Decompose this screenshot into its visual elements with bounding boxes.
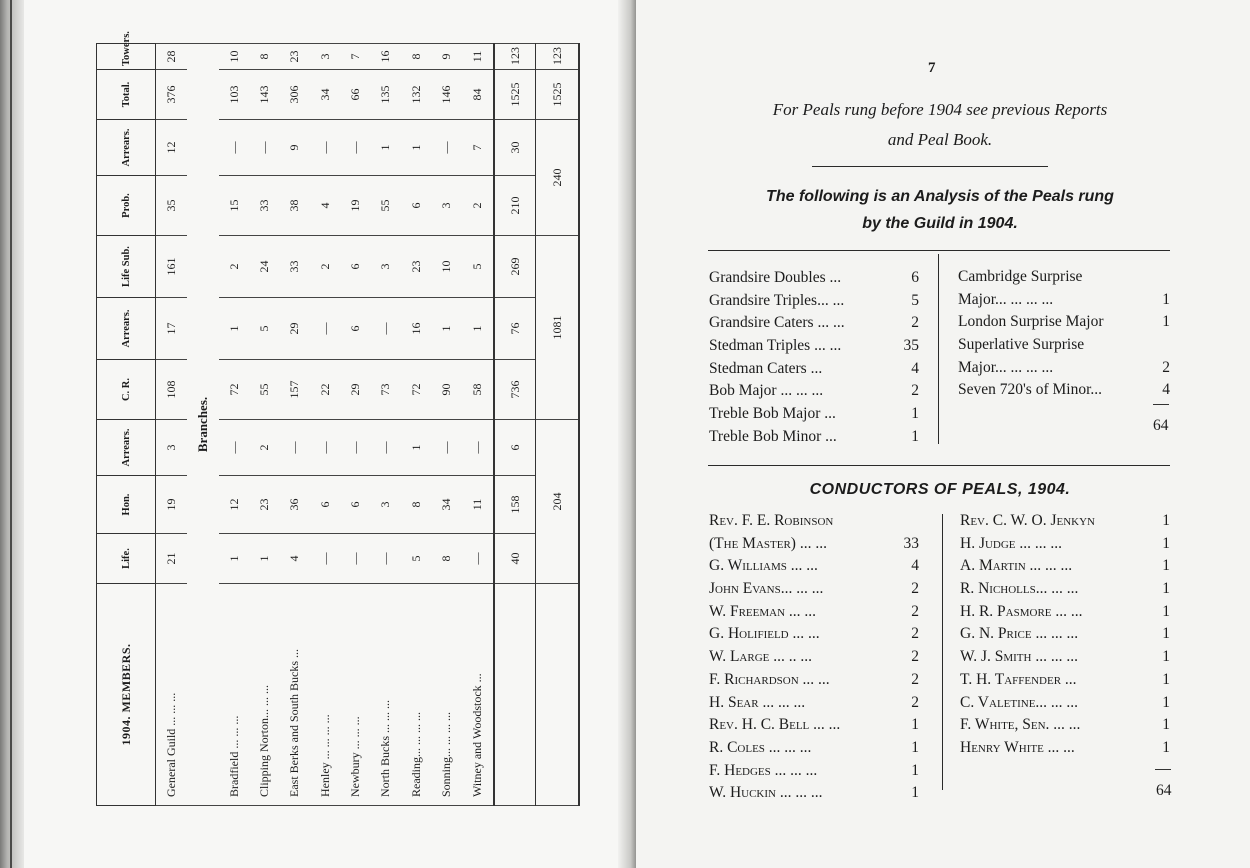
item-label: G. Williams ... ...: [709, 557, 818, 575]
member-name: Clipping Norton... ... ...: [249, 584, 279, 806]
page-edge: [0, 0, 24, 868]
total-cell: 30: [494, 120, 536, 176]
item-count: 1: [1162, 290, 1170, 308]
list-item: [960, 714, 1170, 737]
column-header: Arrears.: [97, 120, 156, 176]
table-cell: 16: [371, 44, 401, 70]
item-label: H. Judge ... ... ...: [960, 534, 1063, 552]
table-cell: 3: [431, 176, 461, 236]
table-cell: 34: [431, 476, 461, 534]
grand-life-hon: 204: [536, 420, 580, 584]
item-count: 1: [911, 405, 919, 423]
list-item: [960, 578, 1170, 601]
table-cell: 29: [280, 298, 310, 360]
item-count: 2: [911, 602, 919, 620]
list-item: [709, 555, 919, 578]
table-cell: 19: [340, 176, 370, 236]
table-cell: 35: [156, 176, 187, 236]
grand-label: [536, 584, 580, 806]
member-name: Witney and Woodstock ...: [462, 584, 494, 806]
table-cell: 15: [219, 176, 249, 236]
table-cell: 1: [401, 120, 431, 176]
list-item: [709, 426, 919, 449]
table-cell: —: [219, 120, 249, 176]
table-cell: 1: [249, 534, 279, 584]
column-header: Life Sub.: [97, 236, 156, 298]
table-cell: 7: [340, 44, 370, 70]
column-header: Life.: [97, 534, 156, 584]
table-cell: 146: [431, 70, 461, 120]
item-count: 5: [911, 291, 919, 309]
list-item: [958, 311, 1170, 334]
item-label: Stedman Caters ...: [709, 359, 823, 377]
table-cell: 2: [462, 176, 494, 236]
table-cell: 2: [310, 236, 340, 298]
conductors-total: 64: [1156, 782, 1172, 799]
item-label: W. J. Smith ... ... ...: [960, 648, 1078, 666]
member-name: North Bucks ... ... ...: [371, 584, 401, 806]
item-count: 6: [911, 269, 919, 286]
divider: [708, 250, 1170, 251]
column-header: Arrears.: [97, 298, 156, 360]
analysis-total: 64: [1153, 417, 1169, 434]
table-cell: 132: [401, 70, 431, 120]
table-cell: 16: [401, 298, 431, 360]
item-label: W. Large ... .. ...: [709, 648, 812, 666]
list-item: [960, 669, 1170, 692]
item-count: 1: [1162, 738, 1170, 756]
conductors-right-list: [960, 510, 1170, 760]
list-item: [709, 358, 919, 381]
member-name: Bradfield ... ... ...: [219, 584, 249, 806]
item-label: A. Martin ... ... ...: [960, 557, 1073, 575]
item-count: 2: [911, 580, 919, 598]
table-cell: 6: [340, 476, 370, 534]
item-label: Bob Major ... ... ...: [709, 382, 824, 400]
item-count: 1: [1162, 693, 1170, 711]
analysis-right-list: [958, 266, 1170, 402]
member-name: Newbury ... ... ...: [340, 584, 370, 806]
table-cell: 1: [401, 420, 431, 476]
item-count: 4: [1162, 381, 1170, 399]
item-count: 1: [1162, 557, 1170, 575]
table-cell: 73: [371, 360, 401, 420]
table-cell: 90: [431, 360, 461, 420]
item-count: 2: [911, 648, 919, 666]
table-cell: —: [371, 298, 401, 360]
table-cell: 58: [462, 360, 494, 420]
column-header: Towers.: [97, 44, 156, 70]
table-cell: 17: [156, 298, 187, 360]
list-item: [709, 623, 919, 646]
item-label: Seven 720's of Minor...: [958, 381, 1103, 399]
item-count: 2: [911, 625, 919, 643]
table-cell: 23: [280, 44, 310, 70]
table-cell: 12: [156, 120, 187, 176]
table-cell: 36: [280, 476, 310, 534]
table-cell: 10: [431, 236, 461, 298]
column-header: Total.: [97, 70, 156, 120]
table-cell: 6: [401, 176, 431, 236]
item-label: Rev. F. E. Robinson: [709, 512, 834, 529]
list-item: [960, 601, 1170, 624]
list-item: [709, 380, 919, 403]
item-count: 1: [911, 784, 919, 802]
table-cell: —: [431, 120, 461, 176]
table-cell: —: [310, 120, 340, 176]
members-table: [96, 31, 580, 806]
list-item: [709, 290, 919, 313]
table-cell: 135: [371, 70, 401, 120]
item-count: 1: [1162, 534, 1170, 552]
divider: [708, 465, 1170, 466]
item-label: (The Master) ... ...: [709, 534, 827, 552]
table-cell: 28: [156, 44, 187, 70]
table-cell: 10: [219, 44, 249, 70]
total-cell: 6: [494, 420, 536, 476]
table-cell: 8: [431, 534, 461, 584]
list-item: [709, 312, 919, 335]
totals-row: [494, 44, 536, 806]
table-cell: 306: [280, 70, 310, 120]
total-cell: 158: [494, 476, 536, 534]
item-label: H. R. Pasmore ... ...: [960, 602, 1083, 620]
table-row: [156, 44, 187, 806]
table-cell: 4: [280, 534, 310, 584]
table-cell: 4: [310, 176, 340, 236]
table-cell: —: [371, 420, 401, 476]
table-cell: 23: [249, 476, 279, 534]
list-item: [709, 335, 919, 358]
grand-total: 1525: [536, 70, 580, 120]
list-item: [958, 266, 1170, 289]
sum-line: [1153, 404, 1169, 405]
table-row: [462, 44, 494, 806]
list-item: [709, 669, 919, 692]
table-row: [219, 44, 249, 806]
item-label: G. Holifield ... ...: [709, 625, 820, 643]
table-cell: 12: [219, 476, 249, 534]
list-item: [709, 403, 919, 426]
table-cell: 6: [340, 236, 370, 298]
item-label: John Evans... ... ...: [709, 580, 824, 598]
table-cell: 5: [401, 534, 431, 584]
table-cell: 8: [401, 44, 431, 70]
table-cell: —: [462, 420, 494, 476]
item-label: G. N. Price ... ... ...: [960, 625, 1079, 643]
item-label: Superlative Surprise: [958, 336, 1085, 354]
item-label: Grandsire Triples... ...: [709, 291, 845, 309]
total-cell: 123: [494, 44, 536, 70]
table-cell: 6: [340, 298, 370, 360]
table-cell: 9: [431, 44, 461, 70]
list-item: [960, 646, 1170, 669]
item-label: Rev. C. W. O. Jenkyn: [960, 512, 1095, 529]
item-label: Cambridge Surprise: [958, 268, 1083, 285]
item-count: 1: [1162, 625, 1170, 643]
item-label: W. Huckin ... ... ...: [709, 784, 823, 802]
table-cell: 157: [280, 360, 310, 420]
grand-total-row: [536, 44, 580, 806]
item-count: 4: [911, 557, 919, 575]
table-cell: 5: [249, 298, 279, 360]
column-header: Prob.: [97, 176, 156, 236]
grand-cr-sub: 1081: [536, 236, 580, 420]
member-name: Sonning... ... ... ...: [431, 584, 461, 806]
table-row: [310, 44, 340, 806]
sum-line: [1155, 769, 1171, 770]
item-count: 1: [1162, 313, 1170, 331]
table-cell: —: [340, 120, 370, 176]
total-cell: 40: [494, 534, 536, 584]
item-label: C. Valetine... ... ...: [960, 693, 1079, 711]
analysis-heading: The following is an Analysis of the Peals rung by the Guild in 1904.: [766, 188, 1114, 232]
table-row: [249, 44, 279, 806]
column-header: C. R.: [97, 360, 156, 420]
table-cell: 24: [249, 236, 279, 298]
intro-text: For Peals rung before 1904 see previous Reports and Peal Book.: [772, 100, 1108, 149]
table-cell: 29: [340, 360, 370, 420]
table-cell: 38: [280, 176, 310, 236]
table-cell: 11: [462, 476, 494, 534]
item-label: Treble Bob Major ...: [709, 405, 836, 423]
table-cell: —: [280, 420, 310, 476]
column-header: Hon.: [97, 476, 156, 534]
item-label: F. Richardson ... ...: [709, 670, 830, 688]
page-number: 7: [928, 60, 936, 76]
table-row: [280, 44, 310, 806]
table-cell: 1: [219, 534, 249, 584]
list-item: [709, 267, 919, 290]
table-header-row: [97, 44, 156, 806]
table-cell: 376: [156, 70, 187, 120]
table-cell: 1: [371, 120, 401, 176]
divider: [812, 166, 1048, 167]
column-header: 1904. MEMBERS.: [97, 584, 156, 806]
item-count: 35: [903, 337, 919, 355]
item-count: 1: [1162, 580, 1170, 598]
table-cell: 8: [249, 44, 279, 70]
total-cell: 269: [494, 236, 536, 298]
table-cell: 23: [401, 236, 431, 298]
item-count: 1: [1162, 716, 1170, 734]
table-cell: 1: [462, 298, 494, 360]
table-cell: 8: [401, 476, 431, 534]
table-cell: —: [340, 420, 370, 476]
list-item: [958, 289, 1170, 312]
item-count: 2: [1162, 358, 1170, 376]
table-row: [431, 44, 461, 806]
list-item: [958, 357, 1170, 380]
item-label: F. Hedges ... ... ...: [709, 761, 818, 779]
item-count: 2: [911, 314, 919, 332]
table-cell: —: [310, 534, 340, 584]
item-label: W. Freeman ... ...: [709, 602, 817, 620]
table-cell: 72: [219, 360, 249, 420]
list-item: [709, 760, 919, 783]
list-item: [958, 334, 1170, 357]
item-label: Treble Bob Minor ...: [709, 427, 837, 445]
members-table-wrap: [96, 31, 580, 806]
item-label: T. H. Taffender ...: [960, 670, 1077, 688]
list-item: [958, 379, 1170, 402]
item-label: R. Coles ... ... ...: [709, 738, 812, 756]
list-item: [709, 782, 919, 805]
item-count: 2: [911, 670, 919, 688]
list-item: [709, 601, 919, 624]
item-count: 2: [911, 693, 919, 711]
column-divider: [942, 514, 943, 790]
table-cell: 108: [156, 360, 187, 420]
total-cell: 1525: [494, 70, 536, 120]
table-cell: 66: [340, 70, 370, 120]
table-cell: 21: [156, 534, 187, 584]
item-count: 4: [911, 359, 919, 377]
table-cell: 3: [371, 236, 401, 298]
table-cell: 103: [219, 70, 249, 120]
total-cell: 210: [494, 176, 536, 236]
item-label: Grandsire Caters ... ...: [709, 314, 845, 332]
item-label: Stedman Triples ... ...: [709, 337, 842, 355]
table-row: [340, 44, 370, 806]
table-cell: 84: [462, 70, 494, 120]
table-cell: 9: [280, 120, 310, 176]
table-row: [371, 44, 401, 806]
table-cell: 3: [310, 44, 340, 70]
table-cell: 1: [431, 298, 461, 360]
table-cell: 7: [462, 120, 494, 176]
item-count: 1: [911, 716, 919, 734]
table-cell: 5: [462, 236, 494, 298]
item-count: 2: [911, 382, 919, 400]
table-cell: 3: [371, 476, 401, 534]
item-count: 1: [911, 761, 919, 779]
list-item: [709, 533, 919, 556]
table-cell: 2: [219, 236, 249, 298]
item-count: 1: [1162, 648, 1170, 666]
conductors-left-list: [709, 510, 919, 805]
table-cell: 55: [371, 176, 401, 236]
table-cell: 143: [249, 70, 279, 120]
branches-subheading-row: [187, 44, 219, 806]
member-name: Henley ... ... ... ...: [310, 584, 340, 806]
table-cell: 2: [249, 420, 279, 476]
list-item: [709, 510, 919, 533]
item-label: H. Sear ... ... ...: [709, 693, 806, 711]
grand-prob-arr: 240: [536, 120, 580, 236]
item-count: 33: [903, 534, 919, 552]
table-cell: 72: [401, 360, 431, 420]
list-item: [960, 510, 1170, 533]
list-item: [709, 692, 919, 715]
total-cell: 736: [494, 360, 536, 420]
table-cell: 33: [249, 176, 279, 236]
table-cell: 34: [310, 70, 340, 120]
item-count: 1: [1162, 602, 1170, 620]
table-cell: —: [219, 420, 249, 476]
column-divider: [938, 254, 939, 444]
list-item: [960, 737, 1170, 760]
branches-subheading: Branches.: [187, 44, 219, 806]
table-cell: 6: [310, 476, 340, 534]
list-item: [709, 737, 919, 760]
list-item: [960, 692, 1170, 715]
item-label: London Surprise Major: [958, 313, 1104, 331]
total-cell: 76: [494, 298, 536, 360]
item-label: Henry White ... ...: [960, 738, 1075, 756]
item-count: 1: [1162, 512, 1170, 529]
item-label: R. Nicholls... ... ...: [960, 580, 1079, 598]
list-item: [960, 623, 1170, 646]
table-cell: —: [371, 534, 401, 584]
table-cell: 3: [156, 420, 187, 476]
table-row: [401, 44, 431, 806]
table-cell: —: [249, 120, 279, 176]
table-cell: 11: [462, 44, 494, 70]
table-cell: —: [462, 534, 494, 584]
analysis-left-list: [709, 267, 919, 449]
table-cell: 161: [156, 236, 187, 298]
item-count: 1: [911, 427, 919, 445]
list-item: [709, 714, 919, 737]
table-cell: 19: [156, 476, 187, 534]
table-cell: —: [310, 298, 340, 360]
table-cell: —: [310, 420, 340, 476]
member-name: General Guild ... ... ...: [156, 584, 187, 806]
member-name: Reading... ... ... ...: [401, 584, 431, 806]
list-item: [709, 646, 919, 669]
item-label: Major... ... ... ...: [958, 358, 1054, 376]
item-label: F. White, Sen. ... ...: [960, 716, 1081, 734]
member-name: East Berks and South Bucks ...: [280, 584, 310, 806]
item-count: 1: [1162, 670, 1170, 688]
grand-towers: 123: [536, 44, 580, 70]
table-cell: 55: [249, 360, 279, 420]
item-count: 1: [911, 738, 919, 756]
table-cell: 22: [310, 360, 340, 420]
table-cell: —: [340, 534, 370, 584]
conductors-heading: CONDUCTORS OF PEALS, 1904.: [809, 481, 1071, 498]
list-item: [960, 533, 1170, 556]
list-item: [709, 578, 919, 601]
table-cell: —: [431, 420, 461, 476]
table-cell: 33: [280, 236, 310, 298]
item-label: Major... ... ... ...: [958, 290, 1054, 308]
table-cell: 1: [219, 298, 249, 360]
item-label: Grandsire Doubles ...: [709, 269, 842, 286]
column-header: Arrears.: [97, 420, 156, 476]
totals-label: [494, 584, 536, 806]
list-item: [960, 555, 1170, 578]
item-label: Rev. H. C. Bell ... ...: [709, 716, 841, 734]
